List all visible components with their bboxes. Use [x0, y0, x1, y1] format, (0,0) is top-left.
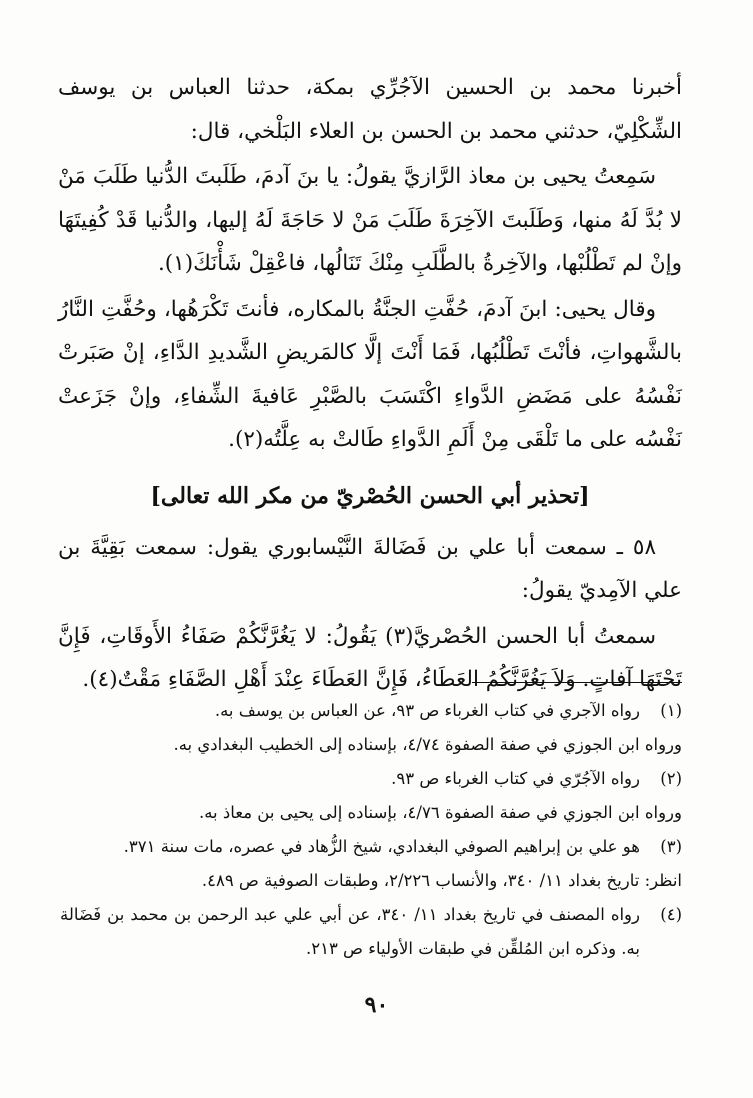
paragraph-husri-quote: سمعتُ أبا الحسن الحُصْريَّ(٣) يَقُولُ: لا يَغُرَّنَّكُمْ صَفَاءُ الأَوقَاتِ، فَإِنَّ تَحْتَهَا آفاتٍ. وَلاَ يَغُرَّنَّكُمُ العَطَاءُ، فَإِنَّ العَطَاءَ عِنْدَ أَهْلِ الصَّفَاءِ مَقْتٌ(٤).: [58, 623, 682, 692]
footnote-continuation: ورواه ابن الجوزي في صفة الصفوة ٤/٧٤، بإسناده إلى الخطيب البغدادي به.: [173, 735, 682, 754]
footnote-3: [60, 830, 682, 864]
footnote-text: رواه المصنف في تاريخ بغداد ١١/ ٣٤٠، عن أبي علي عبد الرحمن بن محمد بن فَضَالة به. وذكره ابن المُلقِّن في طبقات الأولياء ص ٢١٣.: [60, 905, 640, 958]
footnote-4: [60, 898, 682, 966]
footnote-number: (٤): [660, 905, 682, 924]
footnote-text: رواه الآجُرّي في كتاب الغرباء ص ٩٣.: [391, 769, 640, 788]
footnote-number: (٣): [660, 837, 682, 856]
footnote-divider: [472, 682, 682, 683]
paragraph-isnad: أخبرنا محمد بن الحسين الآجُرِّي بمكة، حدثنا العباس بن يوسف الشِّكْلِيّ، حدثني محمد بن الحسن بن العلاء البَلْخي، قال:: [58, 75, 682, 144]
footnotes: [60, 694, 682, 966]
footnote-text: هو علي بن إبراهيم الصوفي البغدادي، شيخ الزُّهاد في عصره، مات سنة ٣٧١.: [123, 837, 640, 856]
main-text: [58, 66, 682, 702]
footnote-text: رواه الآجري في كتاب الغرباء ص ٩٣، عن العباس بن يوسف به.: [214, 701, 640, 720]
paragraph-yahya-saying: وقال يحيى: ابنَ آدمَ، حُفَّتِ الجنَّةُ بالمكاره، فأنتَ تَكْرَهُها، وحُفَّتِ النَّارُ بالشَّهواتِ، فأنْتَ تَطْلُبُها، فَمَا أَنْتَ إلَّا كالمَريضِ الشَّديدِ الدَّاءِ، إنْ صَبَرتْ نَفْسُهُ على مَضَضِ الدَّواءِ اكْتَسَبَ بالصَّبْرِ عَافيةَ الشِّفاءِ، وإنْ جَزَعتْ نَفْسُه على ما تَلْقَى مِنْ أَلَمِ الدَّواءِ طَالتْ به عِلَّتُه(٢).: [58, 296, 682, 452]
footnote-number: (١): [660, 701, 682, 720]
footnote-1: [60, 694, 682, 728]
footnote-2: [60, 762, 682, 796]
footnote-continuation: ورواه ابن الجوزي في صفة الصفوة ٤/٧٦، بإسناده إلى يحيى بن معاذ به.: [198, 803, 682, 822]
paragraph-58: ٥٨ ـ سمعت أبا علي بن فَضَالةَ النَّيْسابوري يقول: سمعت بَقِيَّةَ بن علي الآمِديّ يقولُ:: [58, 534, 682, 603]
page-number: ٩٠: [364, 992, 389, 1018]
footnote-continuation: انظر: تاريخ بغداد ١١/ ٣٤٠، والأنساب ٢/٢٢٦، وطبقات الصوفية ص ٤٨٩.: [201, 871, 682, 890]
paragraph-yahya-quote: سَمِعتُ يحيى بن معاذ الرَّازيَّ يقولُ: يا بنَ آدمَ، طَلَبتَ الدُّنيا طَلَبَ مَنْ لا بُدَّ لَهُ منها، وَطَلَبتَ الآخِرَةَ طَلَبَ مَنْ لا حَاجَةَ لَهُ إليها، والدُّنيا قَدْ كُفِيتَهَا وإنْ لم تَطْلُبْها، والآخِرةُ بالطَّلَبِ مِنْكَ تَنَالُها، فاعْقِلْ شَأْنَكَ(١).: [58, 164, 682, 276]
section-heading: [تحذير أبي الحسن الحُصْريّ من مكر الله تعالى]: [150, 482, 590, 509]
footnote-number: (٢): [660, 769, 682, 788]
